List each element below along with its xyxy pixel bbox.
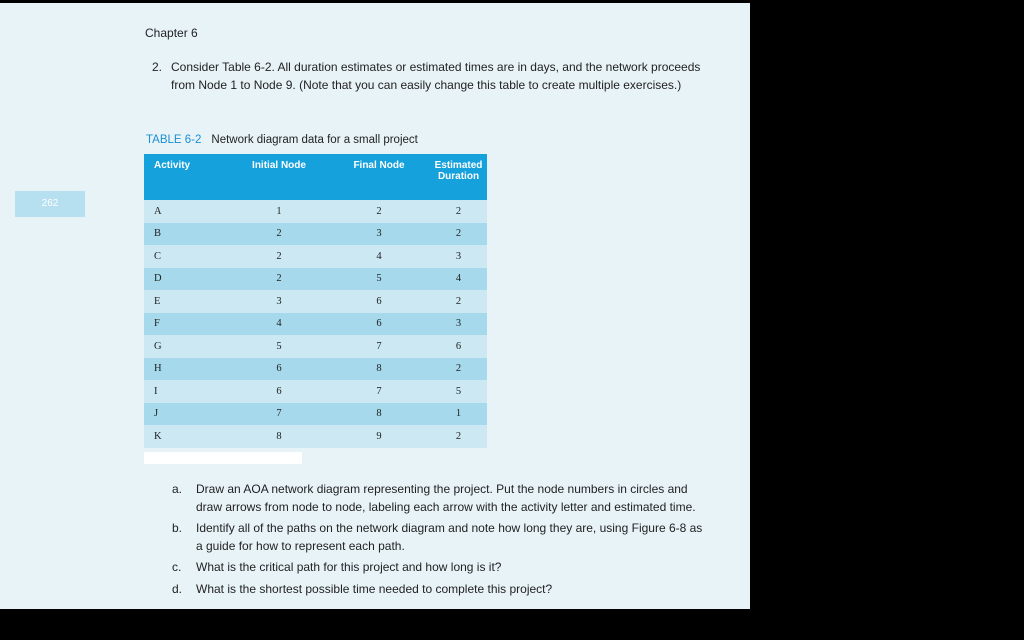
cell-final-node: 2 [328,200,430,223]
cell-activity: J [144,403,230,426]
table-caption [146,134,418,146]
subquestion-text: Draw an AOA network diagram representing the project. Put the node numbers in circles and draw arrows from node to node, labeling each arrow with the activity letter and estimated time. [196,482,696,514]
question-2 [152,59,712,94]
chapter-heading: Chapter 6 [145,26,198,40]
table-row [144,380,487,403]
cell-final-node: 6 [328,313,430,336]
cell-duration: 5 [430,380,487,403]
cell-duration: 2 [430,290,487,313]
cell-activity: B [144,223,230,246]
cell-duration: 1 [430,403,487,426]
subquestion-b [172,520,712,555]
network-data-table [144,154,487,448]
cell-final-node: 8 [328,403,430,426]
book-page [0,3,750,609]
cell-duration: 2 [430,358,487,381]
question-text: Consider Table 6-2. All duration estimates or estimated times are in days, and the network proceeds from Node 1 to Node 9. (Note that you can easily change this table to create multiple exercises.) [171,60,701,92]
subquestion-text: What is the shortest possible time needed to complete this project? [196,581,553,596]
subquestion-label: c. [172,560,182,574]
cell-initial-node: 5 [230,335,328,358]
cell-initial-node: 3 [230,290,328,313]
cell-final-node: 3 [328,223,430,246]
question-number: 2. [152,60,163,74]
cell-final-node: 4 [328,245,430,268]
page-number-tab: 262 [15,191,85,217]
cell-initial-node: 4 [230,313,328,336]
table-header-row [144,154,487,200]
cell-activity: A [144,200,230,223]
table-row [144,268,487,291]
subquestion-c [172,559,712,577]
cell-duration: 2 [430,200,487,223]
subquestion-a [172,481,712,516]
table-title: Network diagram data for a small project [211,134,418,146]
header-final-node: Final Node [328,154,430,200]
subquestion-label: b. [172,521,183,535]
header-initial-node: Initial Node [230,154,328,200]
cell-duration: 6 [430,335,487,358]
subquestion-text: Identify all of the paths on the network diagram and note how long they are, using Figure 6-8 as a guide for how to represent each path. [196,521,703,553]
table-row [144,425,487,448]
cell-activity: I [144,380,230,403]
table-label: TABLE 6-2 [146,134,202,146]
cell-final-node: 6 [328,290,430,313]
cell-duration: 4 [430,268,487,291]
subquestion-label: a. [172,482,183,496]
cell-initial-node: 2 [230,268,328,291]
subquestion-label: d. [172,581,183,596]
cell-activity: D [144,268,230,291]
cell-initial-node: 2 [230,245,328,268]
cell-final-node: 7 [328,335,430,358]
subquestion-text: What is the critical path for this project and how long is it? [196,560,502,574]
cell-activity: K [144,425,230,448]
table-row [144,200,487,223]
subquestion-d [172,581,712,599]
cell-activity: H [144,358,230,381]
table-row [144,403,487,426]
cell-duration: 3 [430,313,487,336]
redaction-strip [144,452,302,464]
cell-initial-node: 1 [230,200,328,223]
table-row [144,245,487,268]
cell-duration: 3 [430,245,487,268]
cell-initial-node: 2 [230,223,328,246]
cell-duration: 2 [430,425,487,448]
cell-initial-node: 7 [230,403,328,426]
table-row [144,223,487,246]
cell-final-node: 9 [328,425,430,448]
table-row [144,358,487,381]
cell-activity: E [144,290,230,313]
cell-initial-node: 8 [230,425,328,448]
cell-duration: 2 [430,223,487,246]
table-row [144,313,487,336]
cell-final-node: 8 [328,358,430,381]
subquestion-list [172,481,712,602]
cell-activity: C [144,245,230,268]
table-row [144,335,487,358]
cell-initial-node: 6 [230,358,328,381]
table-row [144,290,487,313]
cell-activity: F [144,313,230,336]
header-estimated-duration: Estimated Duration [430,154,487,200]
cell-activity: G [144,335,230,358]
cell-final-node: 5 [328,268,430,291]
cell-initial-node: 6 [230,380,328,403]
header-activity: Activity [144,154,230,200]
cell-final-node: 7 [328,380,430,403]
